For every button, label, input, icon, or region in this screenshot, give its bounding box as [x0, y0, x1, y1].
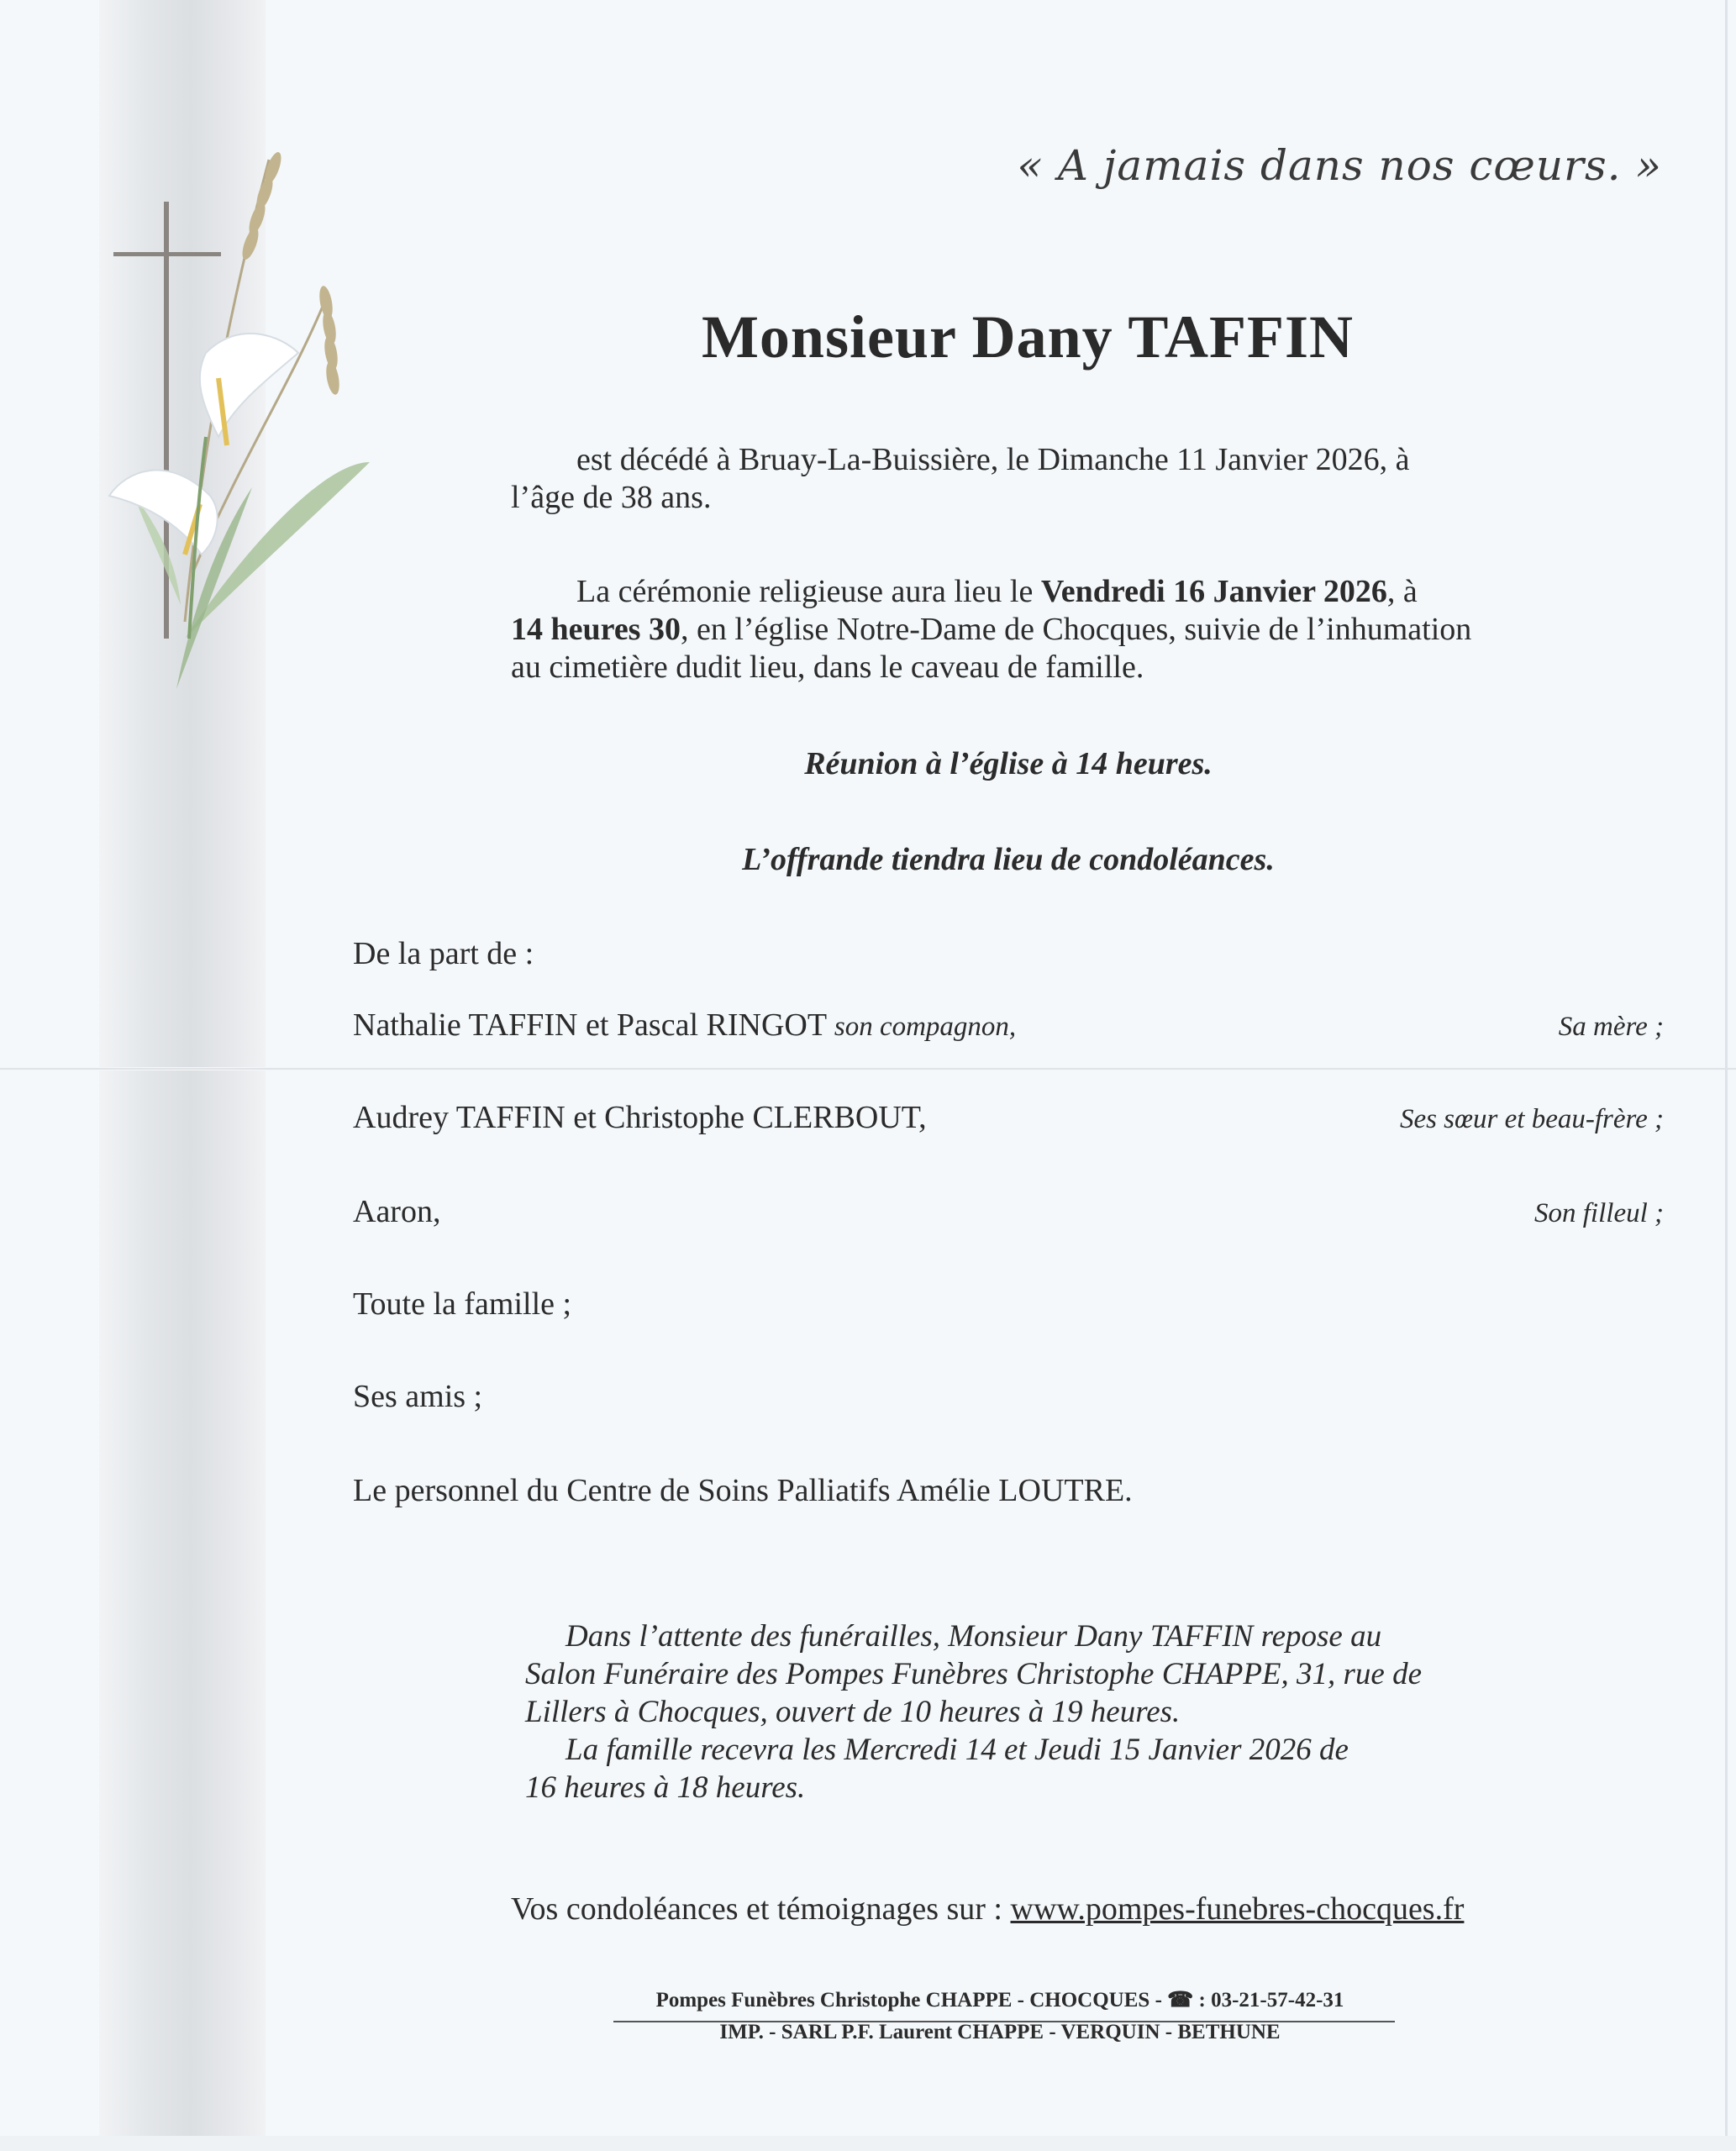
- family-name: Aaron,: [353, 1194, 441, 1229]
- ceremony-date: Vendredi 16 Janvier 2026: [1040, 574, 1387, 609]
- family-relation: Sa mère ;: [1558, 1012, 1664, 1042]
- salon-line: La famille recevra les Mercredi 14 et Jeudi 15 Janvier 2026 de: [566, 1733, 1349, 1767]
- family-name: Nathalie TAFFIN et Pascal RINGOT: [353, 1007, 827, 1043]
- family-row: [353, 1007, 1664, 1049]
- family-relation: Son filleul ;: [1534, 1198, 1664, 1228]
- family-row: [353, 1472, 1664, 1514]
- salon-line: Salon Funéraire des Pompes Funèbres Christophe CHAPPE, 31, rue de: [525, 1657, 1423, 1691]
- condolences-link[interactable]: www.pompes-funebres-chocques.fr: [1010, 1891, 1465, 1927]
- page-title: Monsieur Dany TAFFIN: [701, 303, 1355, 371]
- reunion-note: Réunion à l’église à 14 heures.: [804, 746, 1213, 781]
- salon-line: 16 heures à 18 heures.: [525, 1770, 806, 1805]
- ceremony-text-2: , à: [1386, 574, 1418, 609]
- family-name: Ses amis ;: [353, 1379, 483, 1414]
- family-row: [353, 1378, 1664, 1420]
- family-relation: Ses sœur et beau-frère ;: [1399, 1104, 1664, 1134]
- salon-notice: [525, 1617, 1517, 1807]
- fold-line: [0, 1067, 1736, 1070]
- death-line-2: l’âge de 38 ans.: [511, 480, 712, 515]
- ceremony-time: 14 heures 30: [511, 612, 681, 647]
- ceremony-text-1: La cérémonie religieuse aura lieu le: [576, 574, 1041, 609]
- paper-bottom-edge: [0, 2136, 1736, 2151]
- cross-lily-wheat-icon: [59, 101, 378, 723]
- footer-line-1: Pompes Funèbres Christophe CHAPPE - CHOCQUES - ☎ : 03-21-57-42-31: [655, 1989, 1344, 2012]
- ceremony-place: , en l’église Notre-Dame de Chocques, suivie de l’inhumation: [680, 612, 1472, 647]
- salon-line: Dans l’attente des funérailles, Monsieur Dany TAFFIN repose au: [566, 1619, 1382, 1654]
- family-name: Toute la famille ;: [353, 1286, 572, 1322]
- from-label: De la part de :: [353, 936, 534, 971]
- family-name: Audrey TAFFIN et Christophe CLERBOUT,: [353, 1100, 927, 1135]
- footer-line-2: IMP. - SARL P.F. Laurent CHAPPE - VERQUIN - BETHUNE: [719, 2021, 1281, 2043]
- death-announcement: [511, 441, 1519, 517]
- ceremony-burial: au cimetière dudit lieu, dans le caveau de famille.: [511, 650, 1144, 685]
- family-row: [353, 1286, 1664, 1328]
- family-row: [353, 1193, 1664, 1235]
- family-row: [353, 1099, 1664, 1141]
- motto: « A jamais dans nos cœurs. »: [1017, 141, 1662, 190]
- condolences-line: [511, 1891, 1464, 1927]
- salon-line: Lillers à Chocques, ouvert de 10 heures à 19 heures.: [525, 1695, 1181, 1729]
- family-note: son compagnon,: [834, 1012, 1017, 1042]
- death-line-1: est décédé à Bruay-La-Buissière, le Dimanche 11 Janvier 2026, à: [576, 442, 1410, 477]
- condolences-text: Vos condoléances et témoignages sur :: [511, 1891, 1011, 1927]
- offrande-note: L’offrande tiendra lieu de condoléances.: [742, 842, 1275, 877]
- family-name: Le personnel du Centre de Soins Palliatifs Amélie LOUTRE.: [353, 1473, 1133, 1508]
- ceremony-paragraph: [511, 573, 1519, 686]
